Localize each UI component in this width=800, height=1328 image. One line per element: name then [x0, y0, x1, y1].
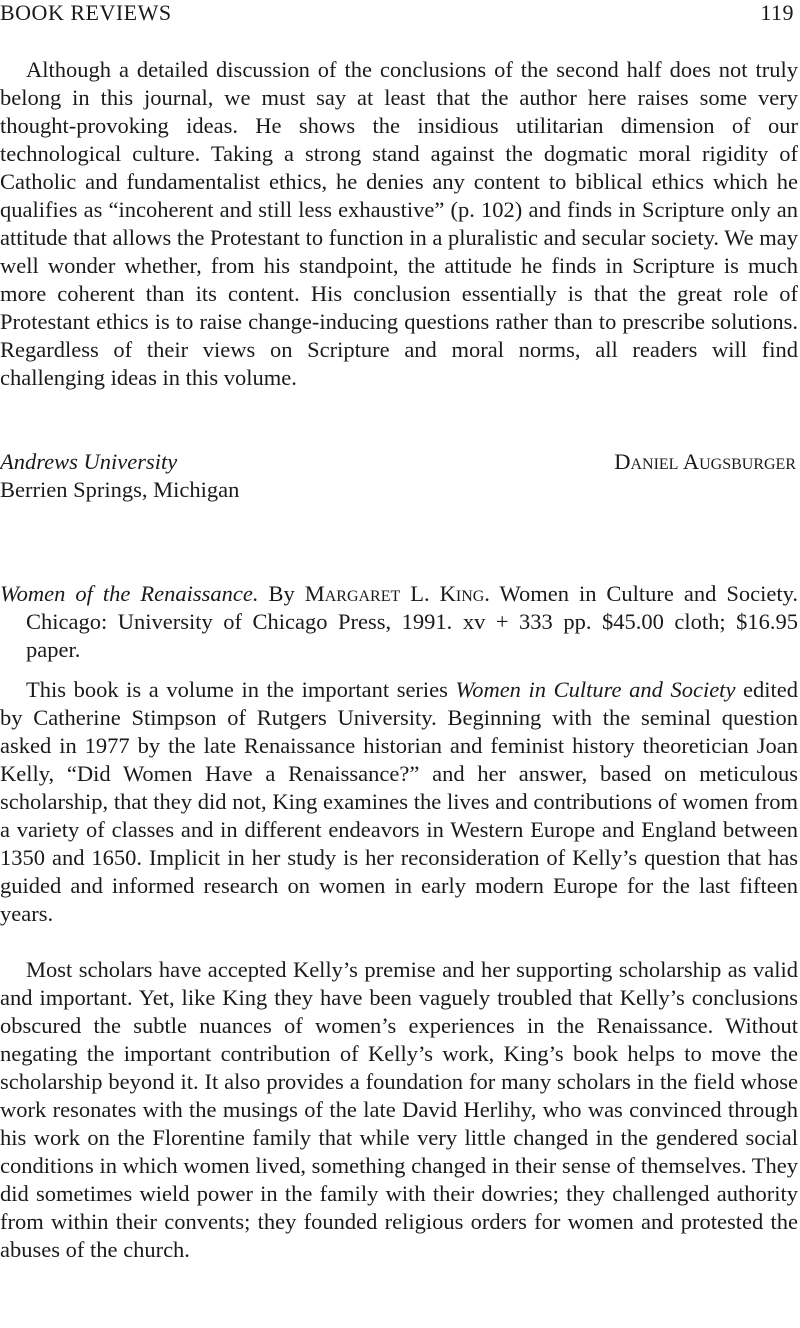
by-label: By — [268, 581, 295, 606]
running-header — [0, 0, 800, 30]
review2-paragraph-1 — [0, 676, 798, 928]
series-title: Women in Culture and Society — [455, 677, 736, 702]
page-number: 119 — [760, 0, 794, 25]
section-title: BOOK REVIEWS — [0, 0, 172, 25]
review1-signature — [0, 448, 798, 504]
book-details: Women in Culture and Society. Chicago: University of Chicago Press, 1991. xv + 333 pp. $45.00 cloth; $16.95 paper. — [26, 581, 799, 662]
reviewer-name: Daniel Augsburger — [614, 449, 796, 474]
review1-paragraph: Although a detailed discussion of the conclusions of the second half does not truly belong in this journal, we must say at least that the author here raises some very thought-provoking ideas. He shows the insidious utilitarian dimension of our technological culture. Taking a strong stand against the dogmatic moral rigidity of Catholic and fundamentalist ethics, he denies any content to biblical ethics which he qualifies as “incoherent and still less exhaustive” (p. 102) and finds in Scripture only an attitude that allows the Protestant to function in a pluralistic and secular society. We may well wonder whether, from his standpoint, the attitude he finds in Scripture is much more coherent than its content. His conclusion essentially is that the great role of Protestant ethics is to raise change-inducing questions rather than to prescribe solutions. Regardless of their views on Scripture and moral norms, all readers will find challenging ideas in this volume. — [0, 57, 798, 390]
review2-p1-text-b: edited by Catherine Stimpson of Rutgers University. Beginning with the seminal question asked in 1977 by the late Renaissance historian and feminist history theoretician Joan Kelly, “Did Women Have a Renaissance?” and her answer, based on meticulous scholarship, that they did not, King examines the lives and contributions of women from a variety of classes and in different endeavors in Western Europe and England between 1350 and 1650. Implicit in her study is her reconsideration of Kelly’s question that has guided and informed research on women in early modern Europe for the last fifteen years. — [0, 677, 799, 926]
reviewer-affiliation: Andrews University — [0, 449, 178, 474]
reviewer-location: Berrien Springs, Michigan — [0, 477, 240, 502]
book-title: Women of the Renaissance. — [0, 581, 259, 606]
review2-paragraph-2: Most scholars have accepted Kelly’s premise and her supporting scholarship as valid and important. Yet, like King they have been vaguely troubled that Kelly’s conclusions obscured the subtle nuances of women’s experiences in the Renaissance. Without negating the important contribution of Kelly’s work, King’s book helps to move the scholarship beyond it. It also provides a foundation for many scholars in the field whose work resonates with the musings of the late David Herlihy, who was convinced through his work on the Florentine family that while very little changed in the gendered social conditions in which women lived, something changed in their sense of themselves. They did sometimes wield power in the family with their dowries; they challenged authority from within their convents; they founded religious orders for women and protested the abuses of the church. — [0, 957, 798, 1262]
book-author: Margaret L. King. — [304, 581, 490, 606]
book-citation — [0, 580, 798, 664]
review2-p1-text-a: This book is a volume in the important series — [26, 677, 456, 702]
